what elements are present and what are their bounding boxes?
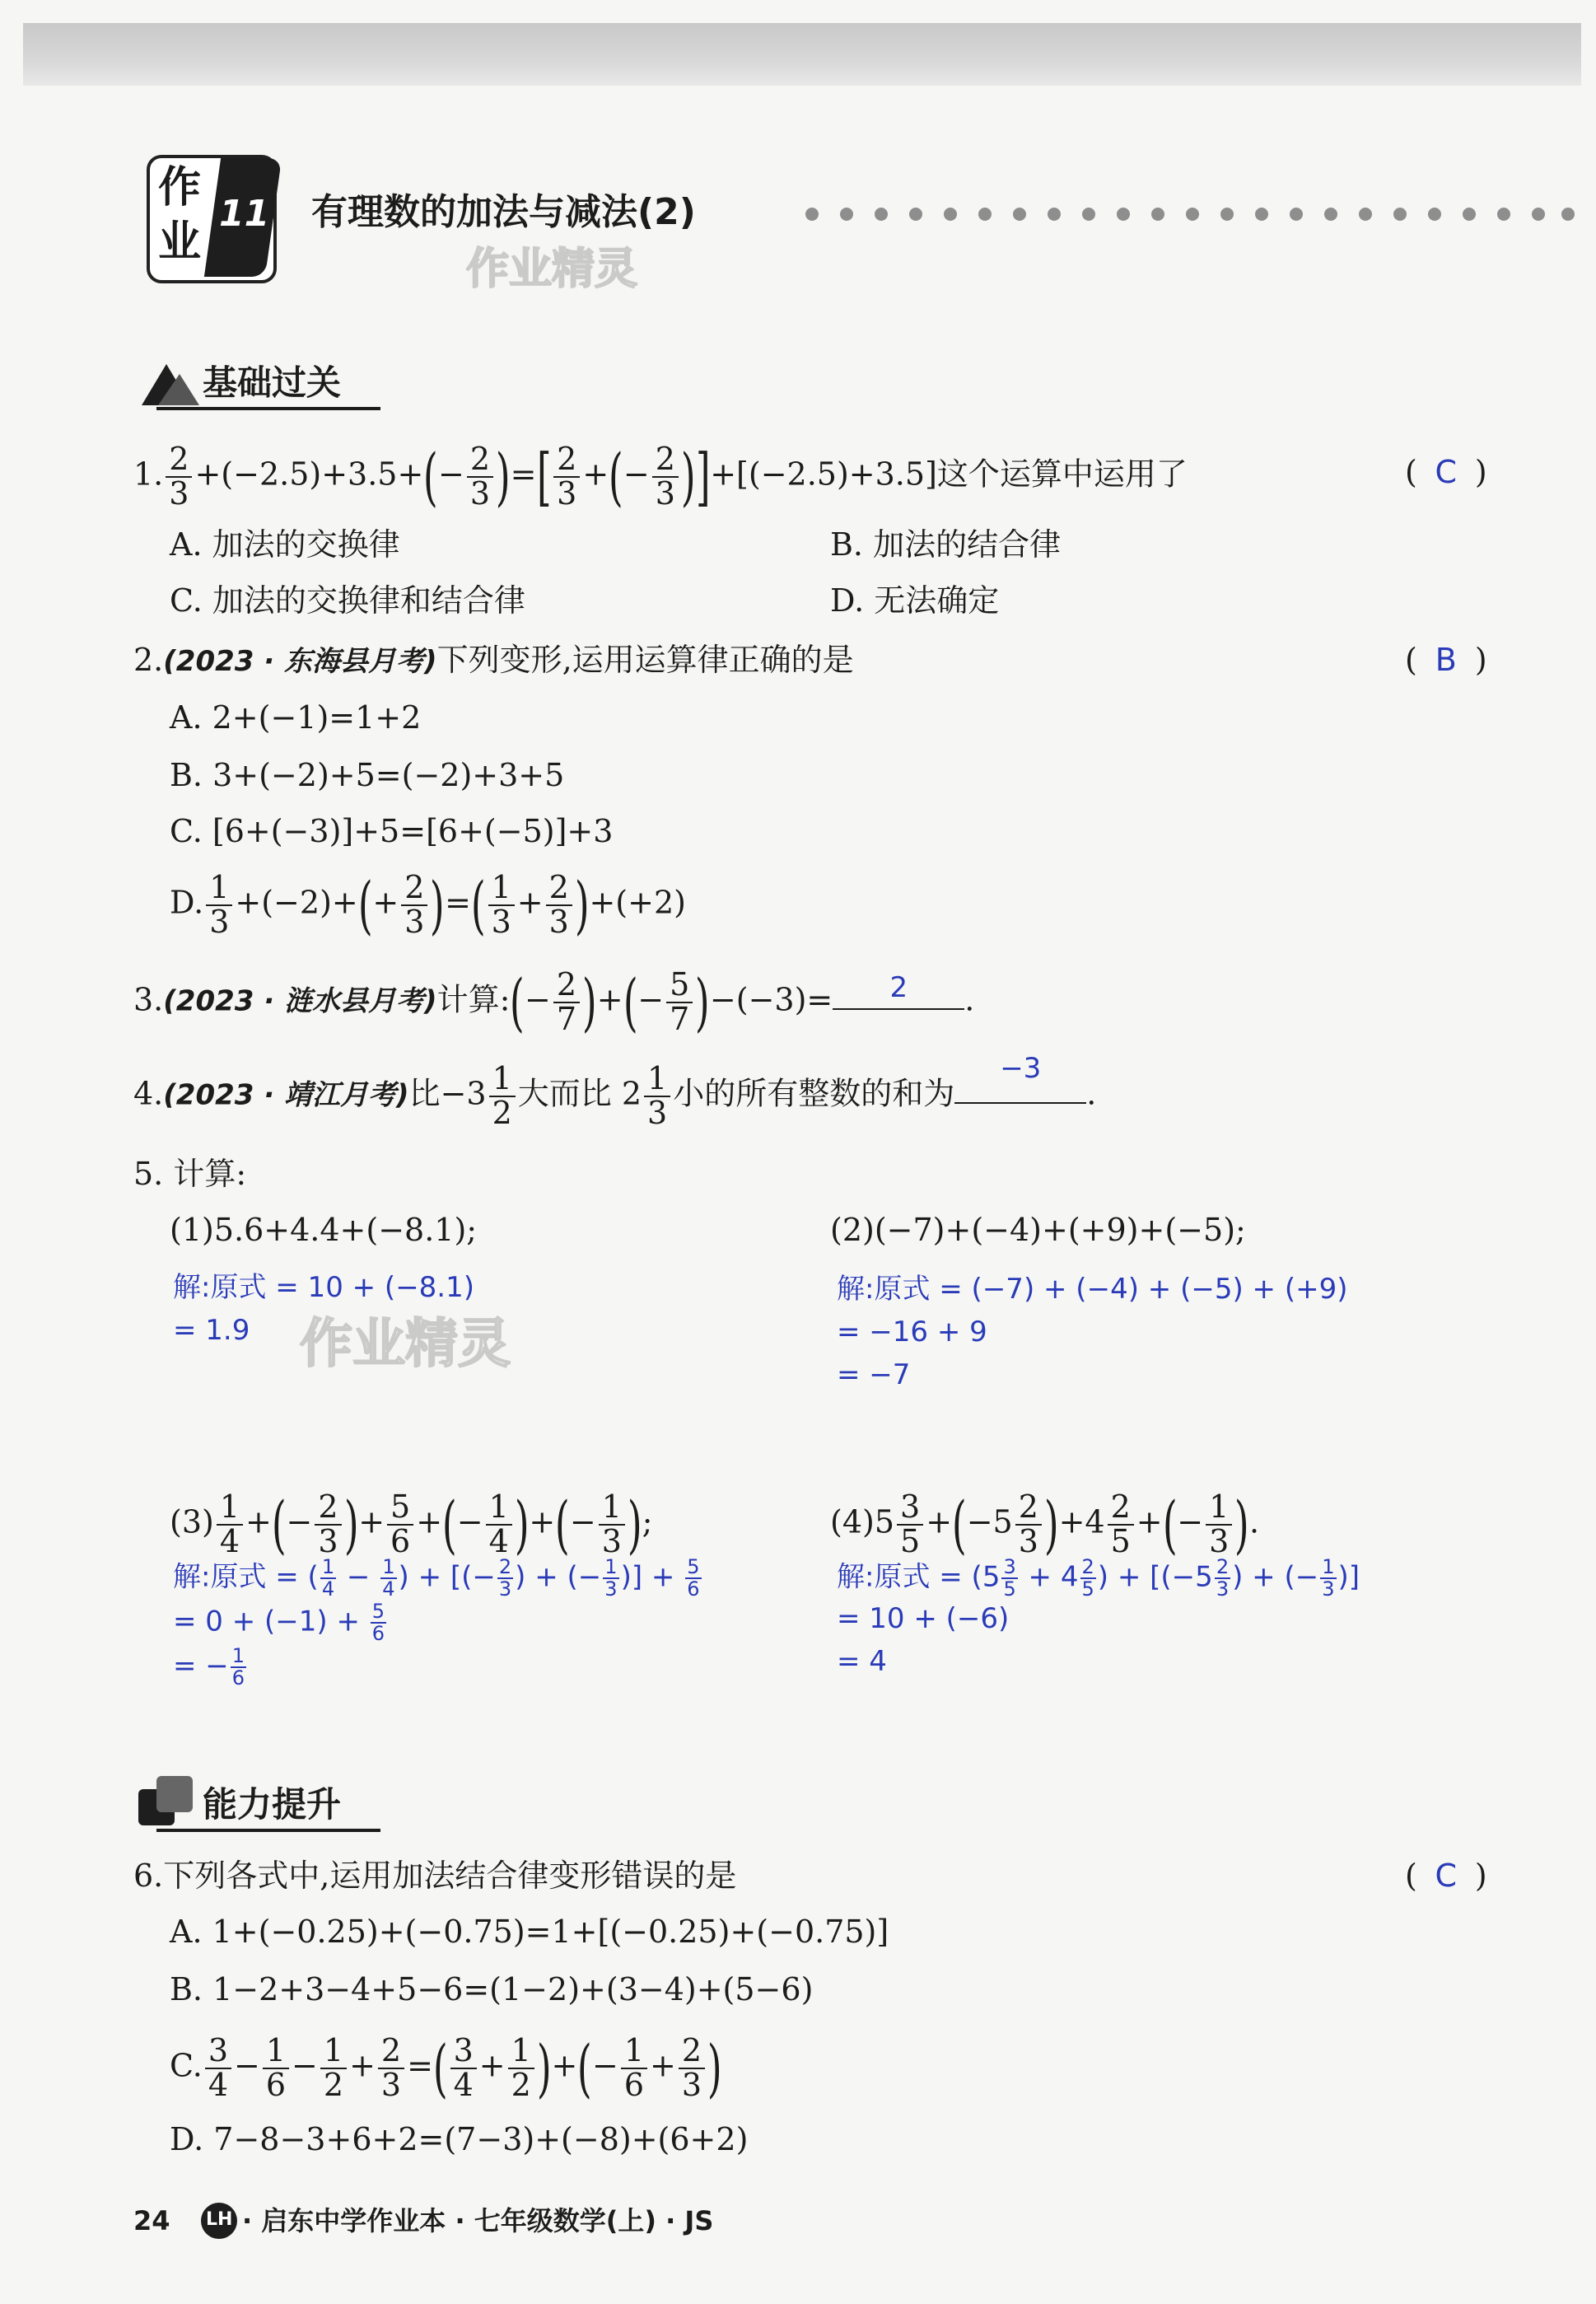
q5-part4: (4)5 $\frac{3}{5}$ +(−5 $\frac{2}{3}$ )+4 $\frac{2}{5}$ +(− $\frac{1}{3}$ ). xyxy=(830,1487,1260,1561)
q1-answer-paren: ( C ) xyxy=(1405,454,1487,490)
q5-part3-solution-line3: = − $\frac{1}{6}$ xyxy=(173,1644,245,1690)
q4-stem: 4.(2023 · 靖江月考)比−3 $\frac{1}{2}$ 大而比 2 $\frac{1}{3}$ 小的所有整数的和为 −3 . xyxy=(133,1052,1097,1131)
q1-option-b: B. 加法的结合律 xyxy=(830,526,1062,563)
q3-source: (2023 · 涟水县月考) xyxy=(163,984,437,1018)
q6-option-d: D. 7−8−3+6+2=(7−3)+(−8)+(6+2) xyxy=(170,2121,749,2157)
q1-option-c: C. 加法的交换律和结合律 xyxy=(170,582,525,619)
q4-answer: −3 xyxy=(1000,1052,1042,1086)
q2-option-a: A. 2+(−1)=1+2 xyxy=(170,699,422,736)
q1-answer: C xyxy=(1435,454,1458,490)
q1-number: 1. xyxy=(133,456,164,493)
q5-part3: (3) $\frac{1}{4}$ +(− $\frac{2}{3}$ )+ $\frac{5}{6}$ +(− $\frac{1}{4}$ )+(− $\frac{1}{3}$ ); xyxy=(170,1487,653,1561)
q5-part3-solution-line2: = 0 + (−1) + $\frac{5}{6}$ xyxy=(173,1600,385,1646)
assignment-badge xyxy=(147,155,278,278)
q5-part4-solution-line1: 解:原式 = (5 $\frac{3}{5}$ + 4 $\frac{2}{5}$ ) + [(−5 $\frac{2}{3}$ ) + (− $\frac{1}{3}$ )] xyxy=(837,1555,1360,1601)
q5-part3-solution-line1: 解:原式 = ( $\frac{1}{4}$ − $\frac{1}{4}$ ) + [(− $\frac{2}{3}$ ) + (− $\frac{1}{3}$ )] + $\frac{5}{6}$ xyxy=(173,1555,700,1601)
page-title: 有理数的加法与减法(2) xyxy=(311,191,696,233)
q6-option-b: B. 1−2+3−4+5−6=(1−2)+(3−4)+(5−6) xyxy=(170,1971,814,2007)
q1-option-d: D. 无法确定 xyxy=(830,582,1000,619)
q5-part4-solution-line3: = 4 xyxy=(837,1645,887,1678)
q4-source: (2023 · 靖江月考) xyxy=(163,1078,409,1112)
q5-part2-solution-line3: = −7 xyxy=(837,1358,911,1391)
page-number: 24 xyxy=(133,2205,170,2236)
publisher-logo: LH xyxy=(201,2203,237,2239)
q5-part2-solution-line1: 解:原式 = (−7) + (−4) + (−5) + (+9) xyxy=(837,1273,1348,1306)
footer-book-title: · 启东中学作业本 · 七年级数学(上) · JS xyxy=(242,2205,714,2236)
section-basic-underline xyxy=(156,407,380,410)
q5-part4-solution-line2: = 10 + (−6) xyxy=(837,1602,1010,1635)
top-scan-band xyxy=(23,23,1581,86)
q2-option-c: C. [6+(−3)]+5=[6+(−5)]+3 xyxy=(170,813,614,849)
watermark-mid: 作业精灵 xyxy=(300,1314,511,1375)
q6-answer-paren: ( C ) xyxy=(1405,1858,1487,1894)
watermark-top: 作业精灵 xyxy=(466,245,638,294)
badge-char-top: 作 xyxy=(158,163,202,213)
q1-stem: 1. $\frac{2}{3}$ +(−2.5)+3.5+(− $\frac{2}{3}$ )=[ $\frac{2}{3}$ +(− $\frac{2}{3}$ )]+[(−2.5)+3.5]这个运算中运用了 xyxy=(133,439,1188,513)
q6-option-c: C. $\frac{3}{4}$ − $\frac{1}{6}$ − $\frac{1}{2}$ + $\frac{2}{3}$ =( $\frac{3}{4}$ + $\frac{1}{2}$ )+(− $\frac{1}{6}$ + $\frac{2}{3}$ ) xyxy=(170,2031,722,2105)
q5-part2: (2)(−7)+(−4)+(+9)+(−5); xyxy=(830,1212,1246,1248)
q3-answer: 2 xyxy=(889,971,908,1005)
q6-answer: C xyxy=(1435,1858,1458,1894)
badge-char-bottom: 业 xyxy=(158,217,202,267)
q2-answer-paren: ( B ) xyxy=(1405,642,1487,678)
q6-stem: 6.下列各式中,运用加法结合律变形错误的是 xyxy=(133,1858,737,1894)
q2-stem: 2.(2023 · 东海县月考)下列变形,运用运算律正确的是 xyxy=(133,642,854,678)
section-advanced-title: 能力提升 xyxy=(203,1784,342,1825)
q5-part1-solution-line2: = 1.9 xyxy=(173,1314,250,1347)
q2-answer: B xyxy=(1435,642,1457,678)
q5-label: 5. 计算: xyxy=(133,1156,247,1192)
badge-number: 11 xyxy=(219,193,270,235)
q5-part1: (1)5.6+4.4+(−8.1); xyxy=(170,1212,478,1248)
q2-source: (2023 · 东海县月考) xyxy=(163,645,437,678)
section-advanced-icon xyxy=(133,1771,199,1825)
q6-option-a: A. 1+(−0.25)+(−0.75)=1+[(−0.25)+(−0.75)] xyxy=(170,1914,889,1950)
section-basic-icon xyxy=(133,353,199,407)
q1-option-a: A. 加法的交换律 xyxy=(170,526,400,563)
section-basic-title: 基础过关 xyxy=(203,362,342,403)
q5-part1-solution-line1: 解:原式 = 10 + (−8.1) xyxy=(173,1271,475,1304)
q3-stem: 3.(2023 · 涟水县月考)计算:(− $\frac{2}{7}$ )+(− $\frac{5}{7}$ )−(−3)= 2 . xyxy=(133,965,975,1039)
q5-part2-solution-line2: = −16 + 9 xyxy=(837,1316,987,1348)
section-advanced-underline xyxy=(156,1829,380,1832)
q2-option-b: B. 3+(−2)+5=(−2)+3+5 xyxy=(170,757,565,793)
q2-option-d: D. $\frac{1}{3}$ +(−2)+(+ $\frac{2}{3}$ )=( $\frac{1}{3}$ + $\frac{2}{3}$ )+(+2) xyxy=(170,867,686,942)
q1-tail: 这个运算中运用了 xyxy=(936,456,1188,493)
